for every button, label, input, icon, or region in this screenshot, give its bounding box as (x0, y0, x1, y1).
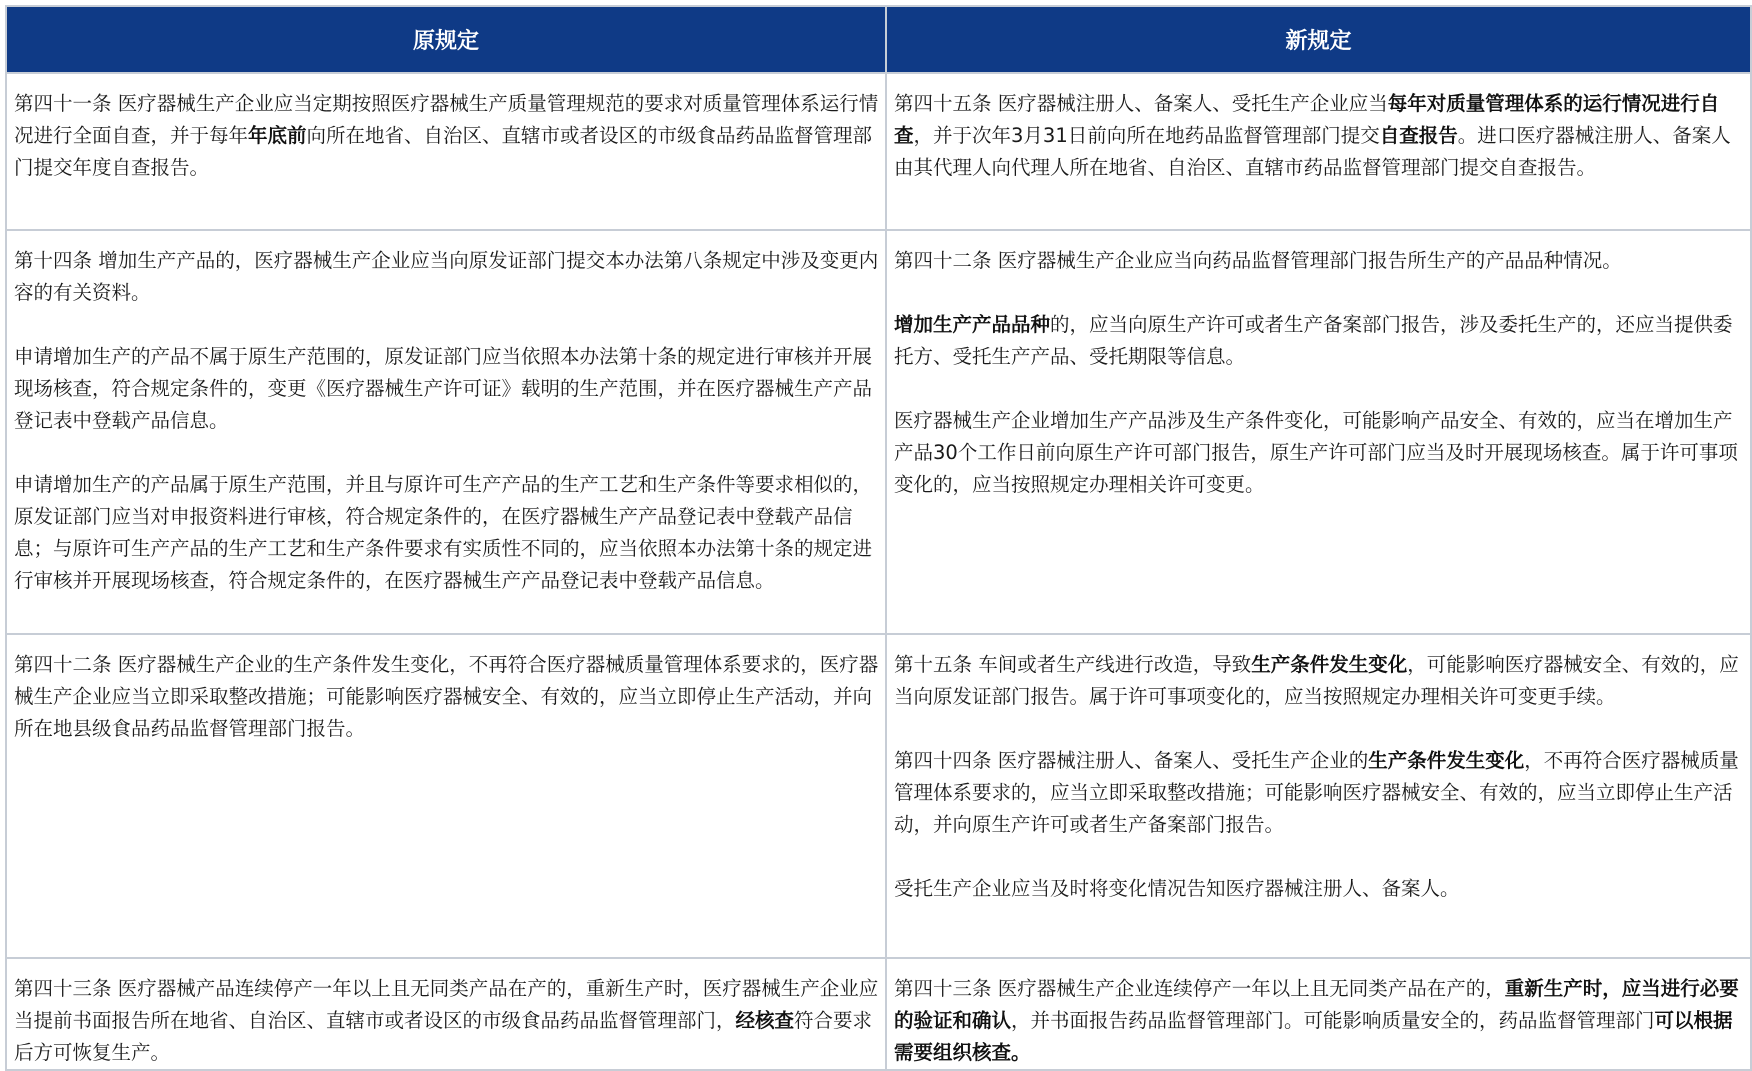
clause-text: 向所在地省、自治区、直辖市或者设区的市级食品药品监督管理部门提交年度自查报告。 (14, 124, 873, 179)
clause-text: ，可能影响医疗器械安全、有效的，应当向原发证部门报告。属于许可事项变化的，应当按照规定办理相关许可变更手续。 (894, 653, 1739, 708)
header-new-regulation: 新规定 (886, 6, 1751, 73)
new-regulation-cell (886, 230, 1751, 634)
new-regulation-cell (886, 634, 1751, 958)
table-row (6, 73, 1751, 230)
clause-text: 第四十三条 医疗器械产品连续停产一年以上且无同类产品在产的，重新生产时，医疗器械生产企业应当提前书面报告所在地省、自治区、直辖市或者设区的市级食品药品监督管理部门， (14, 977, 879, 1032)
clause-text: 第四十四条 医疗器械注册人、备案人、受托生产企业的 (894, 749, 1369, 772)
clause-text: ，并于次年3月31日前向所在地药品监督管理部门提交 (913, 124, 1380, 147)
header-old-regulation: 原规定 (6, 6, 886, 73)
clause-text: ，并书面报告药品监督管理部门。可能影响质量安全的，药品监督管理部门 (1011, 1009, 1655, 1032)
clause-text: 申请增加生产的产品不属于原生产范围的，原发证部门应当依照本办法第十条的规定进行审核并开展现场核查，符合规定条件的，变更《医疗器械生产许可证》载明的生产范围，并在医疗器械生产产品登记表中登载产品信息。 (14, 345, 873, 432)
clause-text: 第十五条 车间或者生产线进行改造，导致 (894, 653, 1252, 676)
clause-paragraph (894, 649, 1744, 713)
clause-text: 受托生产企业应当及时将变化情况告知医疗器械注册人、备案人。 (894, 877, 1460, 900)
clause-text: 第四十三条 医疗器械生产企业连续停产一年以上且无同类产品在产的， (894, 977, 1505, 1000)
table-row (6, 230, 1751, 634)
table-row (6, 958, 1751, 1070)
clause-paragraph (14, 88, 879, 184)
clause-paragraph (894, 973, 1744, 1069)
clause-paragraph (14, 973, 879, 1069)
clause-text: 的，应当向原生产许可或者生产备案部门报告，涉及委托生产的，还应当提供委托方、受托生产产品、受托期限等信息。 (894, 313, 1733, 368)
clause-text: 第四十一条 医疗器械生产企业应当定期按照医疗器械生产质量管理规范的要求对质量管理体系运行情况进行全面自查，并于每年 (14, 92, 879, 147)
clause-paragraph (894, 88, 1744, 184)
emphasized-text: 自查报告 (1379, 124, 1458, 147)
emphasized-text: 经核查 (735, 1009, 795, 1032)
comparison-table-wrapper (5, 5, 1750, 1071)
clause-text: 。进口医疗器械注册人、备案人由其代理人向代理人所在地省、自治区、直辖市药品监督管理部门提交自查报告。 (894, 124, 1731, 179)
regulation-comparison-table (5, 5, 1752, 1071)
clause-paragraph (14, 469, 879, 597)
clause-text: 医疗器械生产企业增加生产产品涉及生产条件变化，可能影响产品安全、有效的，应当在增加生产产品30个工作日前向原生产许可部门报告，原生产许可部门应当及时开展现场核查。属于许可事项变化的，应当按照规定办理相关许可变更。 (894, 409, 1738, 496)
clause-paragraph (14, 245, 879, 309)
clause-text: 符合要求后方可恢复生产。 (14, 1009, 873, 1064)
clause-text: 第四十二条 医疗器械生产企业的生产条件发生变化，不再符合医疗器械质量管理体系要求的，医疗器械生产企业应当立即采取整改措施；可能影响医疗器械安全、有效的，应当立即停止生产活动，并向所在地县级食品药品监督管理部门报告。 (14, 653, 879, 740)
clause-text: 第四十二条 医疗器械生产企业应当向药品监督管理部门报告所生产的产品品种情况。 (894, 249, 1622, 272)
old-regulation-cell (6, 634, 886, 958)
emphasized-text: 生产条件发生变化 (1251, 653, 1408, 676)
clause-text: 第十四条 增加生产产品的，医疗器械生产企业应当向原发证部门提交本办法第八条规定中涉及变更内容的有关资料。 (14, 249, 879, 304)
emphasized-text: 生产条件发生变化 (1368, 749, 1525, 772)
emphasized-text: 年底前 (248, 124, 307, 147)
clause-text: 第四十五条 医疗器械注册人、备案人、受托生产企业应当 (894, 92, 1388, 115)
old-regulation-cell (6, 230, 886, 634)
emphasized-text: 重新生产时，应当进行必要的验证和确认 (894, 977, 1739, 1032)
clause-text: 申请增加生产的产品属于原生产范围，并且与原许可生产产品的生产工艺和生产条件等要求相似的，原发证部门应当对申报资料进行审核，符合规定条件的，在医疗器械生产产品登记表中登载产品信息；与原许可生产产品的生产工艺和生产条件要求有实质性不同的，应当依照本办法第十条的规定进行审核并开展现场核查，符合规定条件的，在医疗器械生产产品登记表中登载产品信息。 (14, 473, 873, 592)
new-regulation-cell (886, 958, 1751, 1070)
old-regulation-cell (6, 73, 886, 230)
clause-paragraph (894, 405, 1744, 501)
old-regulation-cell (6, 958, 886, 1070)
emphasized-text: 增加生产产品品种 (894, 313, 1051, 336)
table-header-row (6, 6, 1751, 73)
clause-paragraph (14, 341, 879, 437)
clause-paragraph (894, 245, 1744, 277)
clause-paragraph (894, 745, 1744, 841)
table-row (6, 634, 1751, 958)
emphasized-text: 可以根据需要组织核查。 (894, 1009, 1733, 1064)
clause-paragraph (894, 873, 1744, 905)
emphasized-text: 每年对质量管理体系的运行情况进行自查 (894, 92, 1720, 147)
clause-text: ，不再符合医疗器械质量管理体系要求的，应当立即采取整改措施；可能影响医疗器械安全、有效的，应当立即停止生产活动，并向原生产许可或者生产备案部门报告。 (894, 749, 1739, 836)
clause-paragraph (894, 309, 1744, 373)
new-regulation-cell (886, 73, 1751, 230)
clause-paragraph (14, 649, 879, 745)
